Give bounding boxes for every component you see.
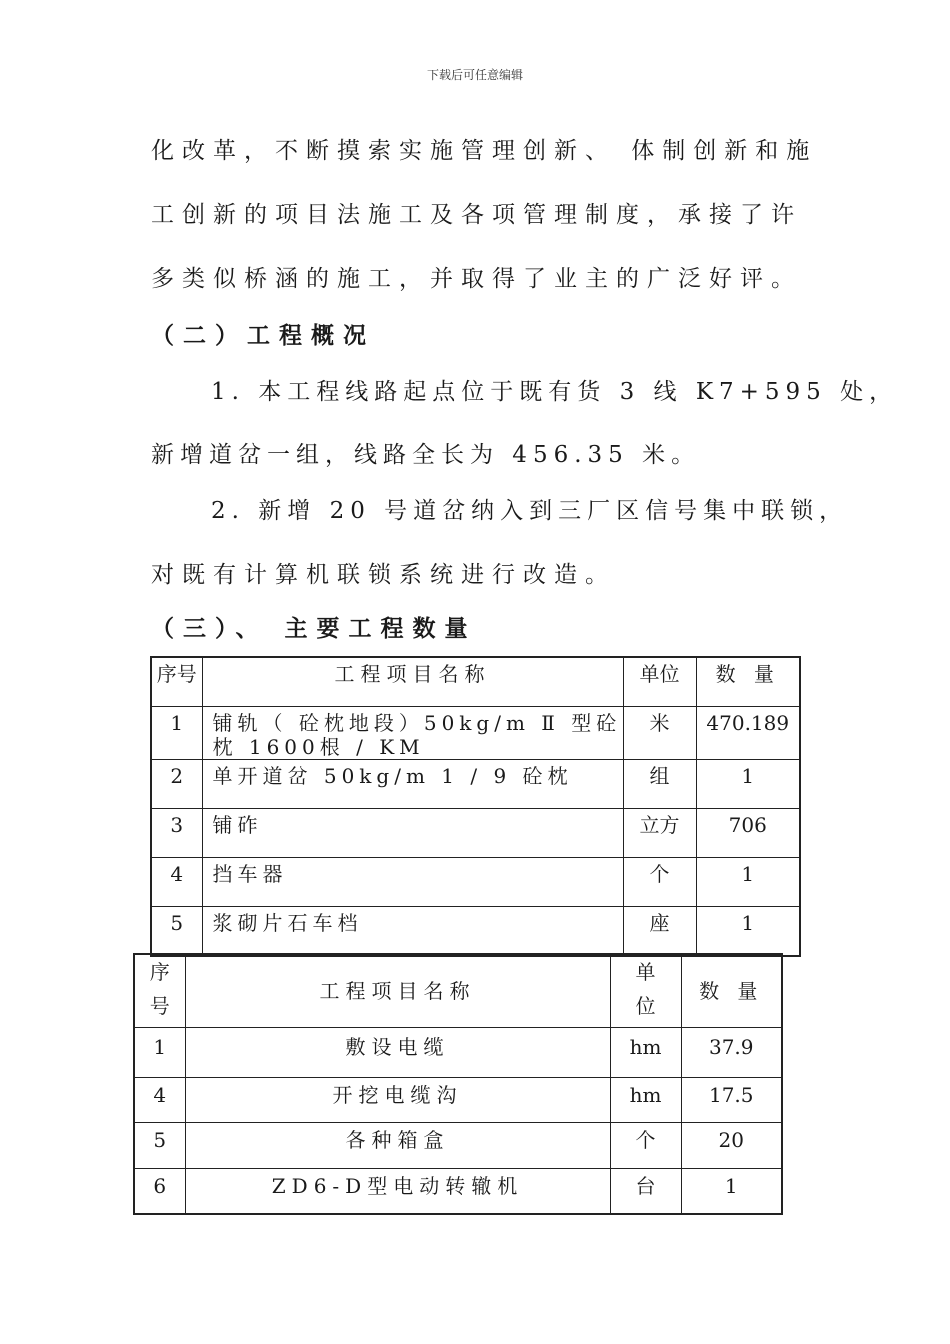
row-unit: 个	[623, 858, 696, 907]
row-unit: hm	[610, 1028, 681, 1078]
table-row	[151, 760, 800, 809]
paragraph-line: 多类似桥涵的施工，并取得了业主的广泛好评。	[151, 266, 802, 292]
row-unit: 台	[610, 1169, 681, 1215]
table-row	[151, 858, 800, 907]
row-qty: 1	[696, 907, 800, 957]
quantities-table-signal	[133, 953, 783, 1215]
row-unit: 个	[610, 1123, 681, 1169]
table-header-row	[151, 657, 800, 707]
row-name: 铺砟	[202, 809, 623, 858]
row-no: 4	[134, 1078, 185, 1123]
row-unit: 立方	[623, 809, 696, 858]
row-no: 6	[134, 1169, 185, 1215]
row-qty: 1	[696, 760, 800, 809]
paragraph-line: 化改革，不断摸索实施管理创新、 体制创新和施	[151, 138, 818, 164]
row-name: ZD6-D型电动转辙机	[185, 1169, 610, 1215]
table-row	[134, 1123, 782, 1169]
row-name: 单开道岔 50kg/m 1 / 9 砼枕	[202, 760, 623, 809]
header-name: 工程项目名称	[185, 954, 610, 1028]
item-2-line-1: 2. 新增 20 号道岔纳入到三厂区信号集中联锁，	[211, 498, 849, 524]
section-heading-overview: （二）工程概况	[151, 322, 375, 349]
row-no: 3	[151, 809, 202, 858]
row-unit: 组	[623, 760, 696, 809]
row-qty: 37.9	[681, 1028, 782, 1078]
row-qty: 1	[681, 1169, 782, 1215]
row-name: 铺轨（ 砼枕地段）50kg/m Ⅱ 型砼枕 1600根 / KM	[202, 707, 623, 760]
row-no: 5	[151, 907, 202, 957]
row-no: 1	[134, 1028, 185, 1078]
row-name: 浆砌片石车档	[202, 907, 623, 957]
header-unit: 单位	[623, 657, 696, 707]
row-no: 2	[151, 760, 202, 809]
item-1-line-1: 1. 本工程线路起点位于既有货 3 线 K7+595 处，	[211, 379, 899, 405]
row-name: 各种箱盒	[185, 1123, 610, 1169]
row-qty: 17.5	[681, 1078, 782, 1123]
row-qty: 20	[681, 1123, 782, 1169]
row-qty: 706	[696, 809, 800, 858]
header-no: 序号	[134, 954, 185, 1028]
row-name: 挡车器	[202, 858, 623, 907]
header-name: 工程项目名称	[202, 657, 623, 707]
row-name: 开挖电缆沟	[185, 1078, 610, 1123]
item-2-line-2: 对既有计算机联锁系统进行改造。	[151, 562, 616, 588]
header-qty: 数 量	[681, 954, 782, 1028]
header-qty: 数 量	[696, 657, 800, 707]
table-row	[134, 1028, 782, 1078]
table-row	[151, 707, 800, 760]
row-qty: 1	[696, 858, 800, 907]
section-heading-quantities: （三）、 主要工程数量	[151, 615, 477, 642]
row-no: 1	[151, 707, 202, 760]
header-unit: 单位	[610, 954, 681, 1028]
table-row	[134, 1169, 782, 1215]
row-no: 4	[151, 858, 202, 907]
quantities-table-track	[150, 656, 801, 957]
row-no: 5	[134, 1123, 185, 1169]
table-row	[151, 907, 800, 957]
table-row	[134, 1078, 782, 1123]
table-header-row	[134, 954, 782, 1028]
row-name: 敷设电缆	[185, 1028, 610, 1078]
row-qty: 470.189	[696, 707, 800, 760]
row-unit: 米	[623, 707, 696, 760]
item-1-line-2: 新增道岔一组，线路全长为 456.35 米。	[151, 442, 701, 468]
row-unit: hm	[610, 1078, 681, 1123]
paragraph-line: 工创新的项目法施工及各项管理制度，承接了许	[151, 202, 802, 228]
header-no: 序号	[151, 657, 202, 707]
row-unit: 座	[623, 907, 696, 957]
table-row	[151, 809, 800, 858]
page-header: 下载后可任意编辑	[426, 68, 523, 82]
